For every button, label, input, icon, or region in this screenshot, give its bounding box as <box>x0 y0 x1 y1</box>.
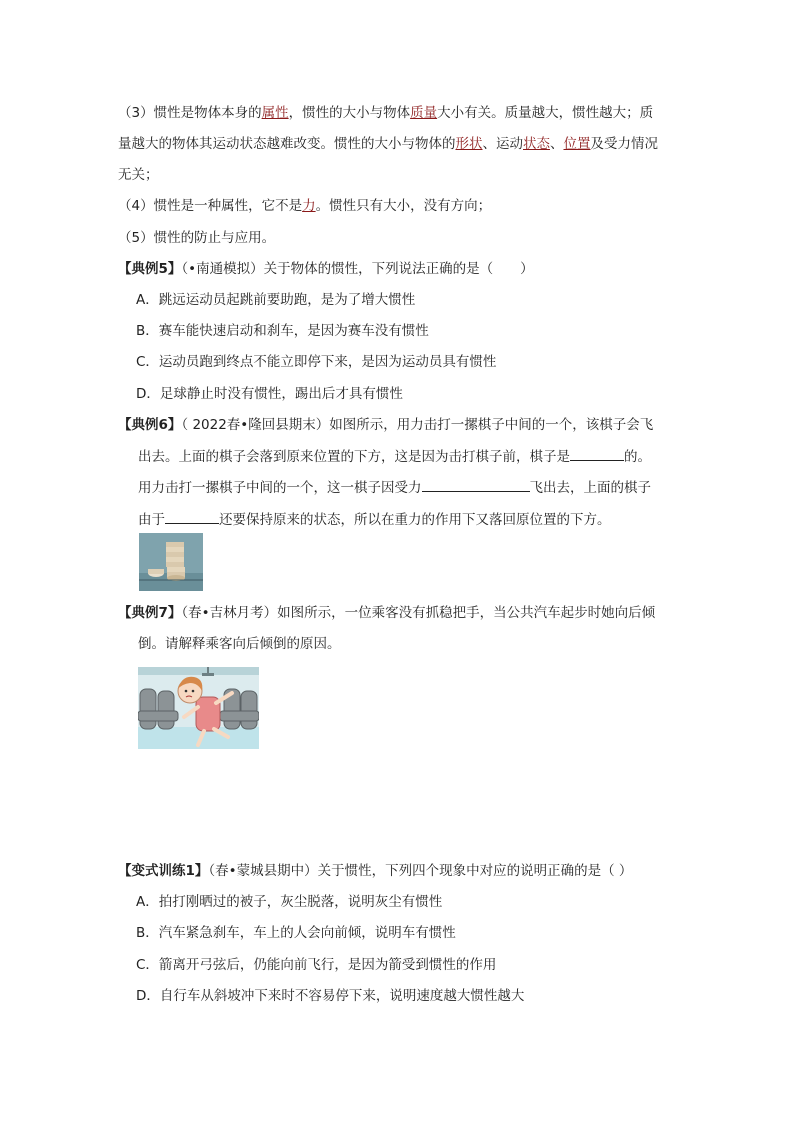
option-text: C．运动员跑到终点不能立即停下来，是因为运动员具有惯性 <box>136 354 497 370</box>
example-6-line-4 <box>138 509 611 530</box>
variant-1-option-d <box>136 986 524 1006</box>
example-5-stem <box>118 259 534 279</box>
example-text: 由于 <box>138 512 165 528</box>
example-7-line-2 <box>138 634 341 654</box>
note-3-line-2 <box>118 134 658 154</box>
example-6-line-2 <box>138 446 651 467</box>
example-source: （ 2022春•隆回县期末） <box>181 417 330 433</box>
option-text: A．拍打刚晒过的被子，灰尘脱落，说明灰尘有惯性 <box>136 894 443 910</box>
example-source: （•南通模拟） <box>181 261 264 277</box>
example-5-option-a <box>136 290 415 310</box>
note-3-line-3 <box>118 165 159 185</box>
example-6-line-1 <box>118 415 653 435</box>
note-text: 。惯性只有大小，没有方向； <box>315 198 492 214</box>
example-6-line-3 <box>138 477 651 498</box>
checkers-stack-figure <box>139 533 203 591</box>
note-text: 及受力情况 <box>590 136 658 152</box>
note-text: 惯性的防止与应用。 <box>153 230 276 246</box>
example-5-option-d <box>136 384 403 404</box>
example-5-option-c <box>136 352 496 372</box>
bus-passenger-illustration <box>138 667 259 749</box>
checkers-stack-illustration <box>139 533 203 591</box>
answer-blank-3[interactable] <box>165 509 219 524</box>
variant-1-option-a <box>136 892 442 912</box>
answer-blank-1[interactable] <box>570 446 624 461</box>
note-text: ，惯性的大小与物体 <box>288 105 411 121</box>
example-text: 飞出去，上面的棋子 <box>529 480 651 496</box>
note-text: 、 <box>550 136 564 152</box>
note-number: （5） <box>118 230 154 246</box>
underlined-term: 位置 <box>563 136 591 152</box>
option-text: D．自行车从斜坡冲下来时不容易停下来，说明速度越大惯性越大 <box>136 988 525 1004</box>
option-text: C．箭离开弓弦后，仍能向前飞行，是因为箭受到惯性的作用 <box>136 957 497 973</box>
note-number: （3） <box>118 105 154 121</box>
example-question: 关于物体的惯性，下列说法正确的是（ ） <box>263 261 534 277</box>
example-text: 的。 <box>624 449 651 465</box>
example-source: （春•吉林月考） <box>181 605 278 621</box>
note-3-line-1 <box>118 103 653 123</box>
underlined-term: 属性 <box>261 105 289 121</box>
example-tag: 【典例7】 <box>118 605 182 621</box>
example-5-option-b <box>136 321 429 341</box>
note-text: 、运动 <box>482 136 523 152</box>
example-source: （春•蒙城县期中） <box>208 863 318 879</box>
example-tag: 【变式训练1】 <box>118 863 209 879</box>
note-number: （4） <box>118 198 154 214</box>
answer-blank-2[interactable] <box>422 477 530 492</box>
bus-passenger-figure <box>138 667 259 749</box>
note-5 <box>118 228 275 248</box>
example-text: 如图所示，一位乘客没有抓稳把手，当公共汽车起步时她向后倾 <box>277 605 656 621</box>
note-4 <box>118 196 491 216</box>
example-7-line-1 <box>118 603 655 623</box>
example-tag: 【典例6】 <box>118 417 182 433</box>
note-text: 无关； <box>118 167 159 183</box>
example-text: 出去。上面的棋子会落到原来位置的下方，这是因为击打棋子前，棋子是 <box>138 449 570 465</box>
example-tag: 【典例5】 <box>118 261 182 277</box>
variant-1-stem <box>118 861 632 881</box>
underlined-term: 状态 <box>523 136 550 152</box>
option-text: B．赛车能快速启动和刹车，是因为赛车没有惯性 <box>136 323 429 339</box>
example-text: 还要保持原来的状态，所以在重力的作用下又落回原位置的下方。 <box>219 512 611 528</box>
option-text: B．汽车紧急刹车，车上的人会向前倾，说明车有惯性 <box>136 925 456 941</box>
example-question: 关于惯性，下列四个现象中对应的说明正确的是（ ） <box>317 863 633 879</box>
example-text: 倒。请解释乘客向后倾倒的原因。 <box>138 636 341 652</box>
underlined-term: 质量 <box>410 105 438 121</box>
note-text: 大小有关。质量越大，惯性越大；质 <box>437 105 654 121</box>
note-text: 惯性是一种属性，它不是 <box>153 198 303 214</box>
example-text: 如图所示，用力击打一摞棋子中间的一个，该棋子会飞 <box>329 417 654 433</box>
variant-1-option-c <box>136 955 496 975</box>
option-text: D．足球静止时没有惯性，踢出后才具有惯性 <box>136 386 403 402</box>
option-text: A．跳远运动员起跳前要助跑，是为了增大惯性 <box>136 292 416 308</box>
underlined-term: 力 <box>302 198 316 214</box>
note-text: 惯性是物体本身的 <box>153 105 262 121</box>
variant-1-option-b <box>136 923 456 943</box>
example-text: 用力击打一摞棋子中间的一个，这一棋子因受力 <box>138 480 422 496</box>
note-text: 量越大的物体其运动状态越难改变。惯性的大小与物体的 <box>118 136 456 152</box>
underlined-term: 形状 <box>455 136 483 152</box>
